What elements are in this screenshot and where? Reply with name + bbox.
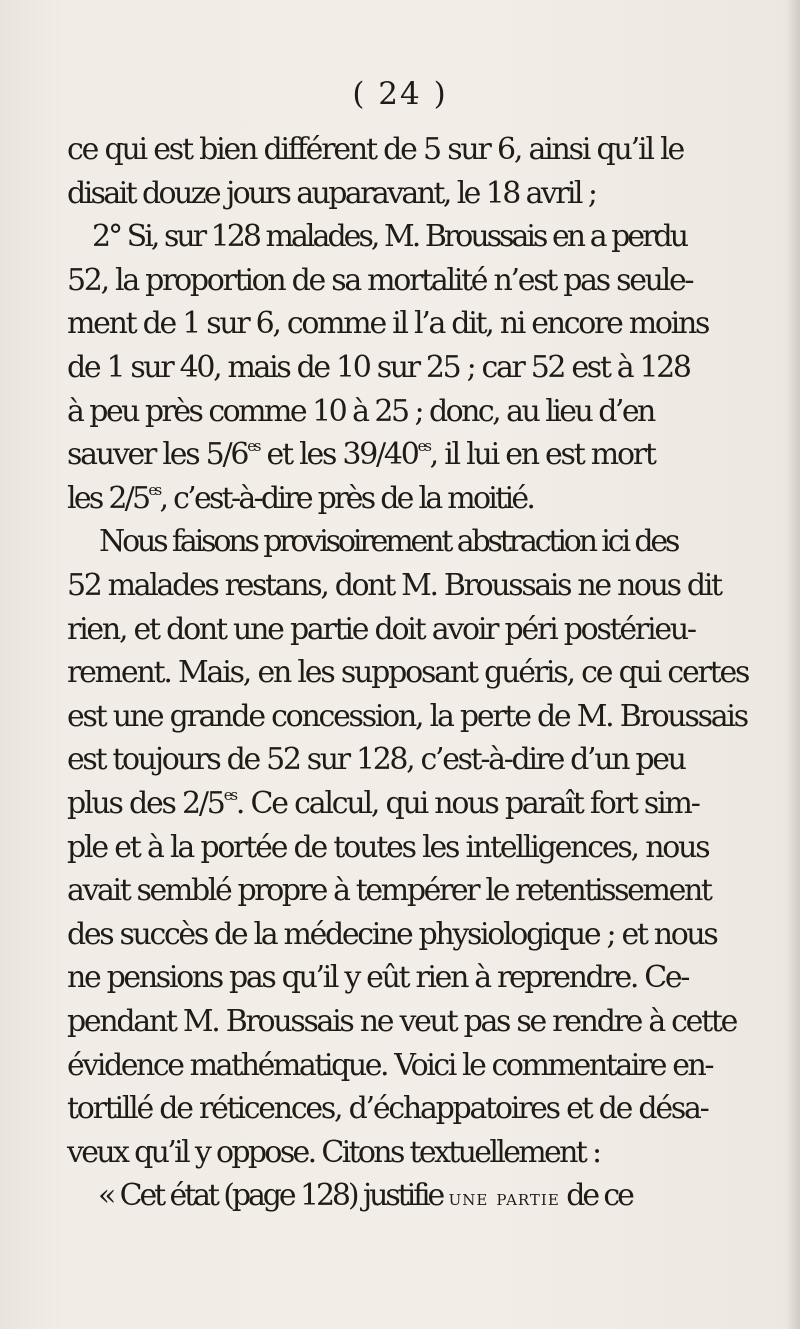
text-line [67, 261, 800, 301]
text-line [67, 1133, 800, 1173]
superscript: es [148, 480, 160, 499]
text-run: évidence mathématique. Voici le commentaire en- [67, 1047, 713, 1083]
text-run: plus des 2/5 [67, 786, 224, 821]
text-run: sauver les 5/6 [67, 437, 248, 473]
text-line [67, 915, 800, 955]
page-number: ( 24 ) [352, 76, 448, 112]
text-run: de ce [559, 1178, 632, 1214]
text-line [67, 130, 800, 170]
text-run: 52 malades restans, dont M. Broussais ne nous dit [67, 568, 721, 603]
text-run: ple et à la portée de toutes les intelligences, nous [67, 829, 709, 865]
text-line [67, 566, 800, 606]
text-run: , c’est-à-dire près de la moitié. [159, 480, 534, 516]
text-run: rien, et dont une partie doit avoir péri postérieu- [67, 611, 695, 647]
text-run: ne pensions pas qu’il y eût rien à reprendre. Ce- [67, 960, 689, 996]
small-caps-text: une partie [448, 1186, 560, 1212]
text-line [67, 1002, 800, 1042]
text-run: pendant M. Broussais ne veut pas se rendre à cette [67, 1004, 737, 1039]
text-line [67, 958, 800, 998]
text-line [67, 479, 800, 523]
text-line [67, 828, 800, 868]
text-line [67, 653, 800, 693]
text-run: et les 39/40 [259, 437, 418, 473]
text-line [67, 871, 800, 911]
text-run: veux qu’il y oppose. Citons textuellement : [67, 1134, 600, 1170]
text-run: est une grande concession, la perte de M. Broussais [67, 698, 747, 734]
text-line [67, 304, 800, 344]
text-run: 2° Si, sur 128 malades, M. Broussais en a perdu [92, 219, 687, 255]
text-run: avait semblé propre à tempérer le retentissement [67, 873, 711, 909]
text-run: tortillé de réticences, d’échappatoires et de désa- [67, 1091, 708, 1127]
text-run: est toujours de 52 sur 128, c’est-à-dire d’un peu [67, 742, 685, 778]
text-run: ce qui est bien différent de 5 sur 6, ainsi qu’il le [67, 132, 684, 167]
text-run: ment de 1 sur 6, comme il l’a dit, ni encore moins [67, 306, 709, 342]
text-run: les 2/5 [67, 480, 149, 516]
text-run: des succès de la médecine physiologique ; et nous [67, 916, 717, 952]
text-line [67, 392, 800, 432]
text-run: rement. Mais, en les supposant guéris, ce qui certes [67, 655, 749, 691]
text-run: 52, la proportion de sa mortalité n’est pas seule- [67, 262, 693, 298]
text-line [67, 784, 800, 828]
superscript: es [417, 437, 430, 456]
text-line [67, 1089, 800, 1129]
text-line [67, 174, 800, 214]
text-run: . Ce calcul, qui nous paraît fort sim- [235, 786, 699, 821]
text-line [67, 1046, 800, 1086]
text-run: à peu près comme 10 à 25 ; donc, au lieu d’en [67, 393, 654, 429]
text-line [99, 522, 800, 562]
text-run: Nous faisons provisoirement abstraction ici des [99, 524, 678, 560]
text-line [67, 740, 800, 780]
superscript: es [247, 437, 260, 456]
text-line [67, 435, 800, 479]
text-line [67, 697, 800, 737]
text-line [67, 348, 800, 388]
superscript: es [223, 786, 236, 804]
text-run: , il lui en est mort [429, 437, 655, 473]
text-line [98, 1176, 800, 1219]
text-line [67, 610, 800, 650]
text-run: disait douze jours auparavant, le 18 avril ; [67, 175, 596, 211]
text-run: « Cet état (page 128) justifie [98, 1178, 449, 1214]
text-run: de 1 sur 40, mais de 10 sur 25 ; car 52 est à 128 [67, 350, 690, 385]
text-line [92, 217, 800, 257]
